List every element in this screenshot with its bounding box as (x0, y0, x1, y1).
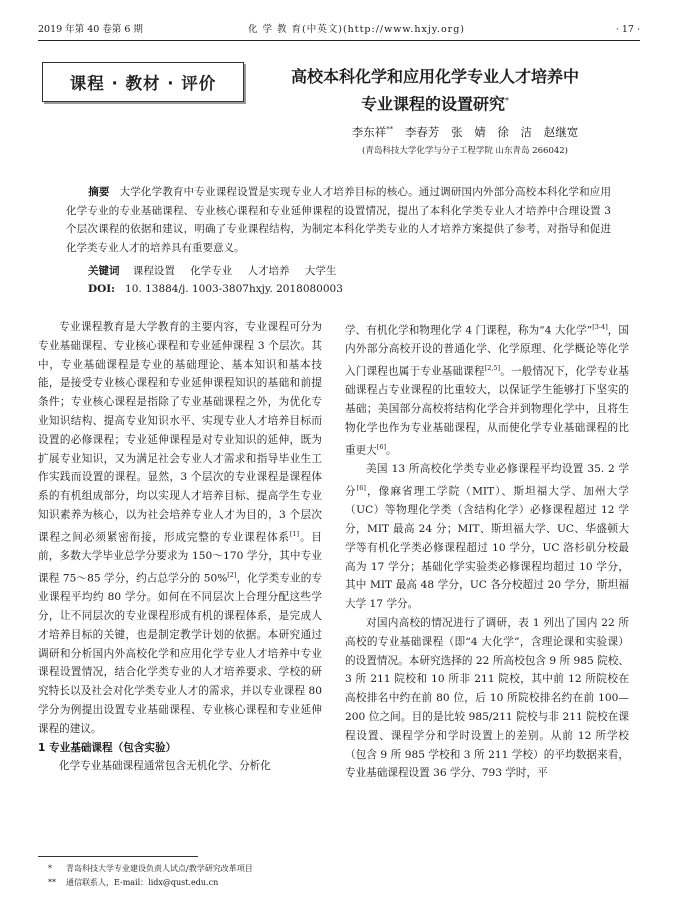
title-line-2-text: 专业课程的设置研究 (360, 94, 505, 114)
citation: [6] (376, 442, 386, 451)
author-1-mark: ** (386, 125, 394, 134)
title-line-1: 高校本科化学和应用化学专业人才培养中 (290, 67, 579, 86)
author-1 (352, 125, 394, 139)
paragraph-text: ，国内外部分高校开设的普通化学、化学原理、化学概论等化学入门课程也属于专业基础课程 (345, 324, 629, 378)
paragraph-text: ，化学类专业的专业课程平均约 80 学分。如何在不同层次上合理分配这些学分，让不同层次的专业课程形成有机的课程体系，是完成人才培养目标的关键，也是制定教学计划的依据。本研究通过调研和分析国内外高校化学和应用化学专业人才培养中专业课程设置情况，结合化学类专业的人才培养要求、学校的研究特长以及社会对化学类专业人才的需求，并以专业课程 80 学分为例提出设置专业基础课程、专业核心课程和专业延伸课程的建议。 (38, 572, 322, 735)
doi-value: 10. 13884/j. 1003-3807hxjy. 2018080003 (125, 283, 343, 295)
title-line-2 (240, 89, 630, 116)
body-column-left (38, 318, 322, 776)
doi-label: DOI: (88, 283, 116, 295)
footnote-mark: ** (48, 878, 56, 887)
footnote-1 (48, 862, 628, 876)
citation: [2,5] (484, 364, 501, 373)
title-footnote-mark: * (505, 96, 509, 105)
footnote-2 (48, 876, 628, 890)
author-1-name: 李东祥 (351, 125, 387, 139)
citation: [2] (227, 570, 237, 579)
body-column-right (345, 318, 629, 783)
citation: [6] (356, 483, 366, 492)
author-list (300, 124, 630, 140)
journal-name: 化 学 教 育(中英文)(http://www.hxjy.org) (248, 24, 465, 35)
footnote-rule (38, 856, 198, 857)
abstract-text: 大学化学教育中专业课程设置是实现专业人才培养目标的核心。通过调研国内外部分高校本科化学和应用化学专业的专业基础课程、专业核心课程和专业延伸课程的设置情况，提出了本科化学类专业人才培养中合理设置 3 个层次课程的依据和建议，明确了专业课程结构，为制定本科化学类专业的人才培养方案提供了参考，对指导和促进化学类专业人才的培养具有重要意义。 (66, 186, 611, 254)
paragraph-text: 。目前，多数大学毕业总学分要求为 150～170 学分，其中专业课程 75～85 学分，约占总学分的 50% (38, 531, 323, 585)
header-rule (38, 40, 640, 41)
paragraph: 对国内高校的情况进行了调研，表 1 列出了国内 22 所高校的专业基础课程（即“4 大化学”，含理论课和实验课）的设置情况。本研究选择的 22 所高校包含 9 所 985 院校、3 所 211 院校和 10 所非 211 院校，其中前 12 所院校在高校排名中约在前 80 位，后 10 所院校排名约在前 100—200 位之间。目的是比较 985/211 院校与非 211 院校在课程设置、课程学分和学时设置上的差别。从前 12 所学校（包含 9 所 985 学校和 3 所 211 学校）的平均数据来看，专业基础课程设置 36 学分、793 学时，平 (345, 617, 629, 780)
doi (88, 280, 618, 298)
abstract-label: 摘要 (88, 186, 110, 198)
footnote-text: 通信联系人，E-mail：lidx@qust.edu.cn (66, 878, 219, 887)
paragraph (345, 460, 629, 614)
page-number: · 17 · (615, 24, 640, 35)
keyword: 人才培养 (247, 265, 290, 277)
footnote-text: 青岛科技大学专业建设负责人试点/教学研究改革项目 (66, 864, 253, 873)
paragraph: 化学专业基础课程通常包含无机化学、分析化 (59, 760, 271, 773)
keywords-label: 关键词 (88, 265, 120, 277)
running-header (38, 22, 640, 38)
paragraph-text: 。 (386, 444, 397, 457)
column-label: 课程 · 教材 · 评价 (69, 74, 217, 93)
author-2: 李春芳 (404, 125, 440, 139)
abstract (66, 183, 611, 257)
keyword: 化学专业 (190, 265, 233, 277)
column-badge (42, 62, 244, 102)
paragraph (345, 318, 629, 460)
paragraph-text: 学、有机化学和物理化学 4 门课程，称为“4 大化学” (345, 324, 593, 337)
author-3: 张 婧 (451, 125, 486, 139)
section-heading: 1 专业基础课程（包含实验） (38, 741, 177, 754)
affiliation: (青岛科技大学化学与分子工程学院 山东青岛 266042) (362, 146, 568, 156)
footnotes (48, 862, 628, 890)
keyword: 大学生 (304, 265, 337, 277)
paragraph-text: ，像麻省理工学院（MIT）、斯坦福大学、加州大学（UC）等物理化学类（含结构化学）必修课程超过 12 学分，MIT 最高 24 分；MIT、斯坦福大学、UC、华盛顿大学等有机化学类必修课程超过 10 学分，UC 洛杉矶分校最高为 17 学分；基础化学实验类必修课程均超过 10 学分，其中 MIT 最高 48 学分，UC 各分校超过 20 学分，斯坦福大学 17 学分。 (345, 485, 630, 611)
footnote-mark: * (48, 864, 52, 873)
author-4: 徐 洁 (497, 125, 533, 139)
paragraph-text: 专业课程教育是大学教育的主要内容，专业课程可分为专业基础课程、专业核心课程和专业延伸课程 3 个层次。其中，专业基础课程是专业的基础理论、基本知识和基本技能，是接受专业核心课程和专业延伸课程知识的基础和前提条件；专业核心课程是指除了专业基础课程之外，为优化专业知识结构、提高专业知识水平、实现专业人才培养目标而设置的必修课程；专业延伸课程是对专业知识的延伸，既为扩展专业知识，又为满足社会专业人才需求和指导毕业生工作实践而设置的课程。显然，3 个层次的专业课程是课程体系的有机组成部分，均以实现人才培养目标、提高学生专业知识素养为核心，以为社会培养专业人才为目的，3 个层次课程之间必须紧密衔接，形成完整的专业课程体系 (38, 321, 322, 544)
keywords (88, 262, 618, 280)
paragraph (38, 318, 322, 739)
article-title (240, 65, 630, 116)
citation: [3-4] (592, 323, 608, 331)
citation: [1] (289, 529, 300, 538)
author-5: 赵继宽 (543, 125, 579, 139)
paragraph-text: 。一般情况下，化学专业基础课程占专业课程的比重较大，以保证学生能够打下坚实的基础；美国部分高校将结构化学合并到物理化学中，且将生物化学也作为专业基础课程，从而使化学专业基础课程的比重更大 (345, 365, 630, 457)
issue-info: 2019 年第 40 卷第 6 期 (38, 24, 143, 35)
keyword: 课程设置 (132, 265, 175, 277)
paragraph-text: 美国 13 所高校化学类专业必修课程平均设置 35. 2 学分 (345, 463, 629, 498)
